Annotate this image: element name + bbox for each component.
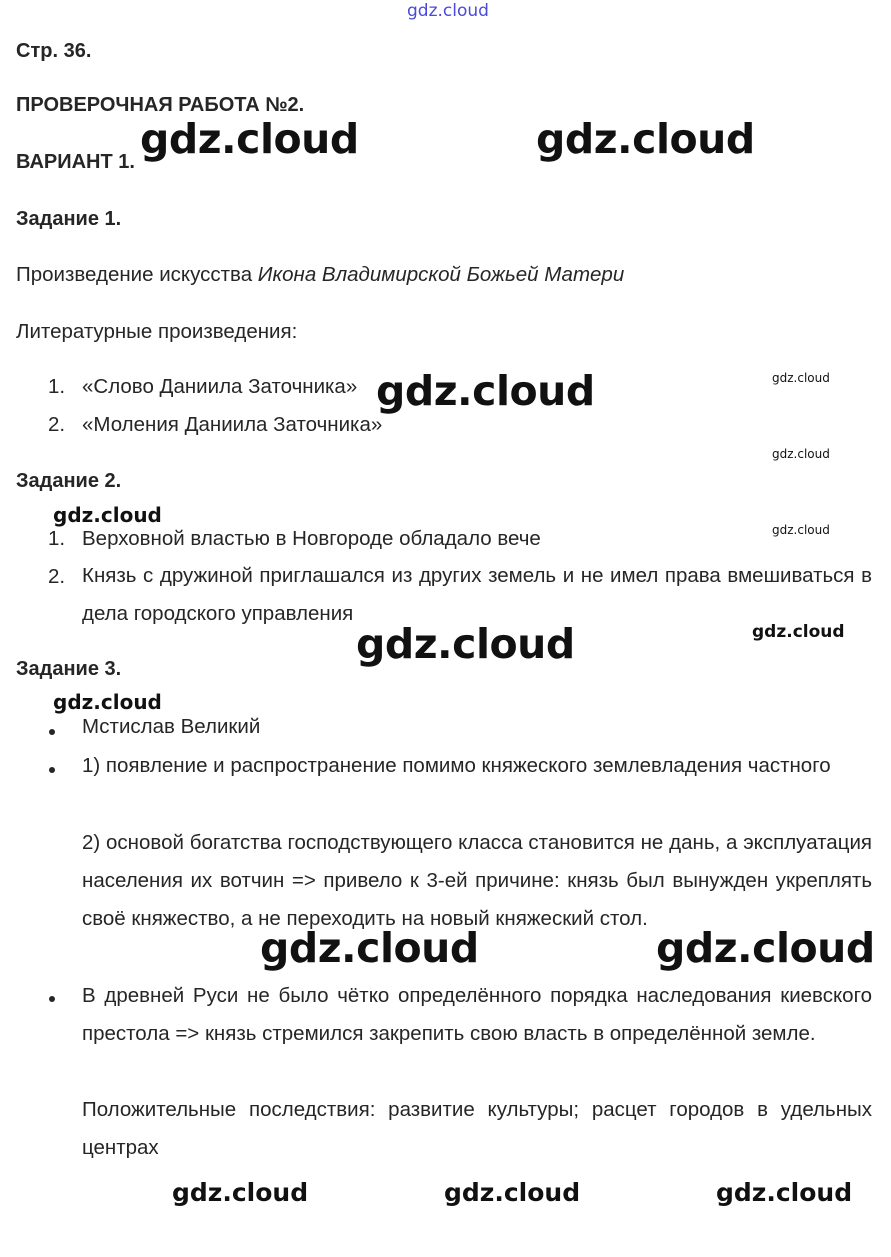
task3-bullet-2-continuation: 2) основой богатства господствующего класса становится не дань, а эксплуатация населения их вотчин => привело к 3-ей причине: князь был вынужден укреплять своё княжество, а не переходить на новый княжеский стол.	[82, 831, 872, 930]
task3-bullet-1-text: Мстислав Великий	[82, 715, 261, 738]
task2-item-2-text: Князь с дружиной приглашался из других земель и не имел права вмешиваться в дела городского управления	[82, 564, 872, 625]
watermark-medium-5: gdz.cloud	[444, 1178, 581, 1207]
watermark-top: gdz.cloud	[407, 1, 489, 21]
watermark-small-1: gdz.cloud	[772, 371, 830, 385]
task3-bullet-2-text: 1) появление и распространение помимо княжеского землевладения частного	[82, 754, 831, 777]
watermark-large-2: gdz.cloud	[536, 115, 755, 163]
watermark-large-3: gdz.cloud	[376, 367, 595, 415]
task1-heading: Задание 1.	[16, 208, 122, 230]
watermark-medium-3: gdz.cloud	[752, 622, 845, 642]
task1-art-label: Произведение искусства	[16, 263, 258, 286]
variant-title: ВАРИАНТ 1.	[16, 151, 135, 173]
task2-item-2-number: 2.	[48, 565, 66, 588]
task2-item-1-number: 1.	[48, 527, 66, 550]
task2-heading: Задание 2.	[16, 470, 122, 492]
task3-bullet-3-marker	[49, 996, 55, 1002]
watermark-large-1: gdz.cloud	[140, 115, 359, 163]
watermark-medium-2: gdz.cloud	[53, 690, 162, 714]
task3-bullet-3-text: В древней Руси не было чётко определённого порядка наследования киевского престола => князь стремился закрепить свою власть в определённой земле.	[82, 984, 872, 1045]
watermark-medium-4: gdz.cloud	[172, 1178, 309, 1207]
task1-art-line	[16, 263, 624, 287]
watermark-medium-1: gdz.cloud	[53, 503, 162, 527]
task1-item-2-text: «Моления Даниила Заточника»	[82, 413, 383, 436]
watermark-large-5: gdz.cloud	[260, 924, 479, 972]
watermark-large-4: gdz.cloud	[356, 620, 575, 668]
task3-bullet-2-marker	[49, 767, 55, 773]
task3-bullet-1-marker	[49, 729, 55, 735]
watermark-small-3: gdz.cloud	[772, 523, 830, 537]
watermark-medium-6: gdz.cloud	[716, 1178, 853, 1207]
watermark-large-6: gdz.cloud	[656, 924, 875, 972]
task1-item-1-number: 1.	[48, 375, 66, 398]
task1-art-title: Икона Владимирской Божьей Матери	[257, 263, 625, 286]
task2-item-1-text: Верховной властью в Новгороде обладало вече	[82, 527, 541, 550]
work-title: ПРОВЕРОЧНАЯ РАБОТА №2.	[16, 94, 305, 116]
task1-literature-label: Литературные произведения:	[16, 320, 298, 343]
task3-bullet-3-continuation: Положительные последствия: развитие культуры; расцет городов в удельных центрах	[82, 1098, 872, 1159]
task1-item-1-text: «Слово Даниила Заточника»	[82, 375, 358, 398]
page-reference: Стр. 36.	[16, 40, 92, 62]
watermark-small-2: gdz.cloud	[772, 447, 830, 461]
task3-heading: Задание 3.	[16, 658, 122, 680]
task1-item-2-number: 2.	[48, 413, 66, 436]
